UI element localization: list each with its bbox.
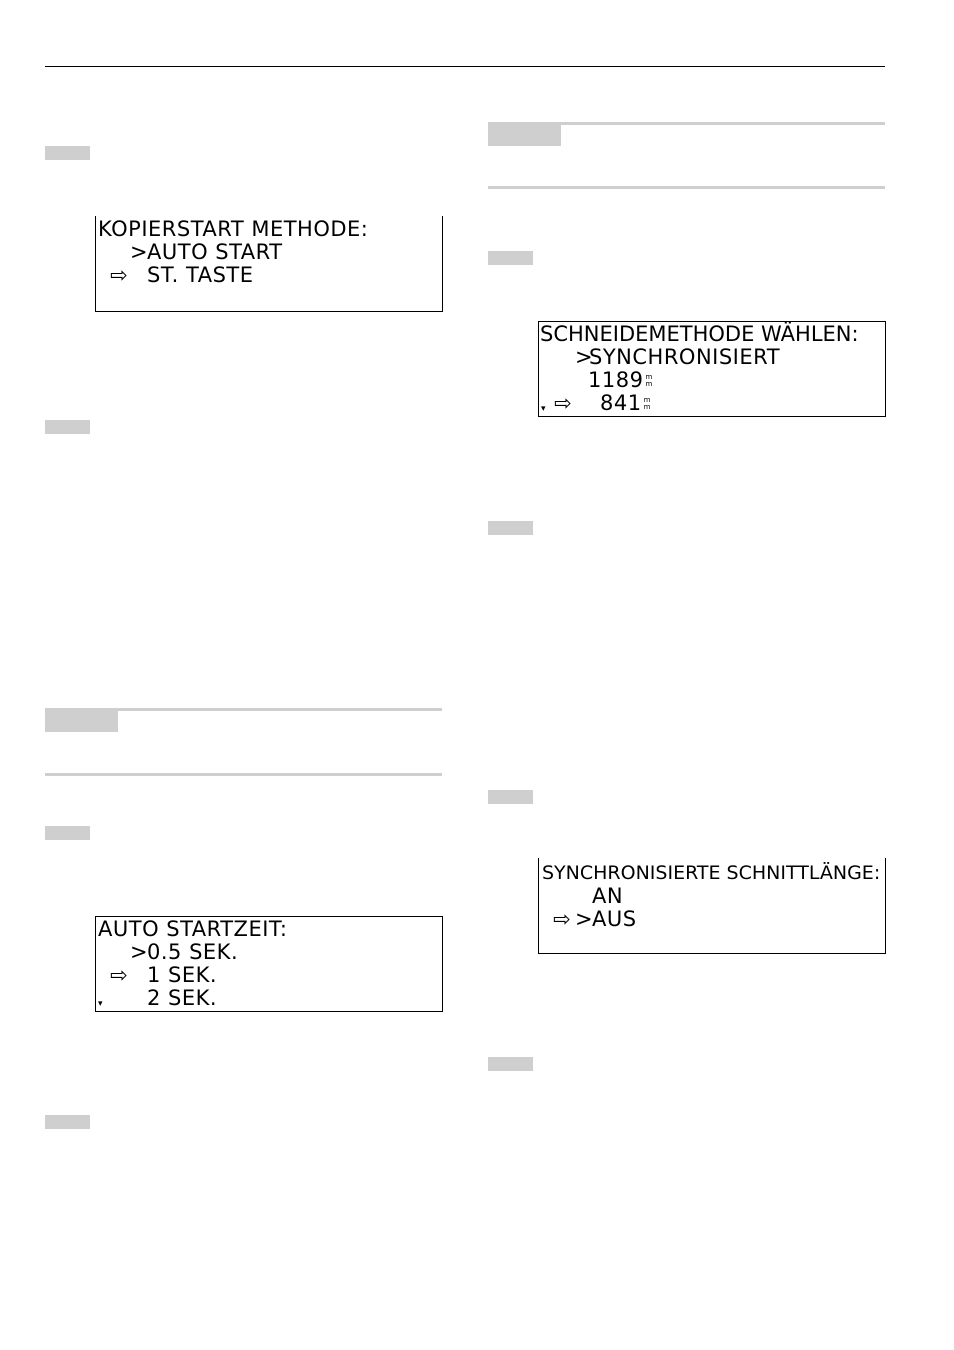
selected-marker: > <box>575 345 594 369</box>
lcd-title: SCHNEIDEMETHODE WÄHLEN: <box>540 322 859 346</box>
step-marker <box>45 420 90 434</box>
menu-option-length <box>588 369 651 392</box>
unit-label: m m <box>645 373 653 388</box>
selected-marker: > <box>130 240 149 264</box>
step-marker <box>45 826 90 840</box>
cursor-arrow-icon: ⇨ <box>110 263 129 287</box>
menu-option: 2 SEK. <box>147 986 218 1010</box>
section-rule-bottom <box>488 186 885 189</box>
menu-option: AUS <box>592 907 637 931</box>
lcd-synchronized-cut-length <box>538 858 886 954</box>
step-marker <box>488 1057 533 1071</box>
menu-option: AUTO START <box>147 240 283 264</box>
scroll-down-icon: ▾ <box>541 404 547 414</box>
lcd-title: KOPIERSTART METHODE: <box>98 217 369 241</box>
step-marker <box>45 1115 90 1129</box>
menu-option: 1 SEK. <box>147 963 218 987</box>
section-rule-top <box>45 708 442 711</box>
step-marker <box>488 790 533 804</box>
selected-marker: > <box>130 940 149 964</box>
lcd-auto-start-time <box>95 916 443 1012</box>
lcd-copy-start-method <box>95 216 443 312</box>
cursor-arrow-icon: ⇨ <box>553 907 572 931</box>
menu-option: ST. TASTE <box>147 263 254 287</box>
section-rule-bottom <box>45 773 442 776</box>
menu-option: AN <box>592 884 624 908</box>
cursor-arrow-icon: ⇨ <box>110 963 129 987</box>
page-top-rule <box>45 66 885 67</box>
unit-label: m m <box>643 396 651 411</box>
section-tab <box>45 711 118 732</box>
step-marker <box>488 521 533 535</box>
lcd-cut-method <box>538 321 886 417</box>
length-value: 841 <box>600 391 642 415</box>
step-marker <box>488 251 533 265</box>
cursor-arrow-icon: ⇨ <box>554 391 573 415</box>
menu-option: SYNCHRONISIERT <box>589 345 781 369</box>
menu-option-length <box>600 392 650 415</box>
length-value: 1189 <box>588 368 644 392</box>
lcd-title: SYNCHRONISIERTE SCHNITTLÄNGE: <box>542 862 881 884</box>
lcd-title: AUTO STARTZEIT: <box>98 917 288 941</box>
selected-marker: > <box>575 907 594 931</box>
menu-option: 0.5 SEK. <box>147 940 239 964</box>
section-tab <box>488 125 561 146</box>
step-marker <box>45 146 90 160</box>
scroll-down-icon: ▾ <box>98 999 104 1009</box>
